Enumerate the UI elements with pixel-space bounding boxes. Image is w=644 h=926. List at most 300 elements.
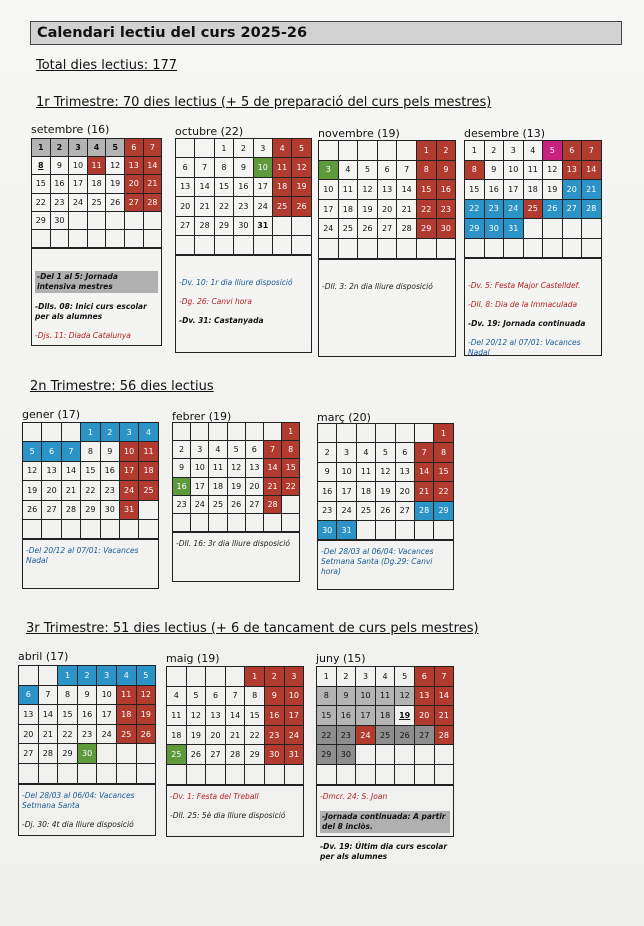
day-cell: 6 [415,667,435,687]
day-cell [69,212,88,230]
day-cell: 21 [39,725,59,745]
day-cell: 14 [582,161,602,181]
day-cell [137,764,157,784]
day-cell: 16 [234,178,253,197]
day-cell [62,520,81,539]
day-cell [563,219,583,239]
day-cell: 5 [187,687,207,707]
day-cell: 19 [23,481,42,500]
day-cell: 26 [187,745,207,765]
day-cell: 23 [437,200,457,220]
day-cell: 28 [62,501,81,520]
day-cell: 8 [465,161,485,181]
day-cell: 15 [282,459,300,477]
day-cell [543,219,563,239]
day-cell: 3 [69,139,88,157]
day-cell: 10 [285,687,305,707]
day-cell: 19 [376,482,395,501]
day-cell [187,765,207,785]
day-cell: 18 [357,482,376,501]
day-cell: 16 [78,705,98,725]
day-cell: 12 [358,180,378,200]
day-cell: 24 [97,725,117,745]
day-cell [543,239,563,259]
day-cell [582,239,602,259]
day-cell: 27 [19,744,39,764]
day-cell: 1 [434,424,453,443]
day-cell: 4 [139,423,158,442]
day-cell: 12 [187,706,207,726]
day-cell: 16 [485,180,505,200]
day-cell: 17 [69,175,88,193]
day-cell [228,423,246,441]
day-cell: 15 [417,180,437,200]
calendar-note: -Del 20/12 al 07/01: Vacances Nadal [26,546,139,566]
day-cell [167,667,187,687]
day-cell: 13 [19,705,39,725]
day-cell [78,764,98,784]
day-cell: 29 [58,744,78,764]
day-cell: 18 [139,462,158,481]
day-cell: 14 [226,706,246,726]
day-cell: 11 [88,157,107,175]
day-cell [563,239,583,259]
day-cell [356,745,376,765]
day-cell: 24 [120,481,139,500]
day-cell: 10 [319,180,339,200]
month-grid [166,666,304,785]
day-cell: 18 [88,175,107,193]
day-cell [504,239,524,259]
month-title: maig (19) [166,652,220,665]
day-cell: 23 [101,481,120,500]
day-cell [39,666,59,686]
day-cell [339,141,359,161]
day-cell: 30 [78,744,98,764]
day-cell: 21 [226,726,246,746]
day-cell [39,764,59,784]
calendar-note: -Del 1 al 5: Jornada intensiva mestres [35,271,158,293]
calendar-note: -Del 28/03 al 06/04: Vacances Setmana Santa (Dg.29: Canvi hora) [321,547,434,577]
day-cell [356,765,376,785]
day-cell [246,514,264,532]
day-cell [357,521,376,540]
day-cell: 5 [106,139,125,157]
calendar-note: -Dv. 19: Jornada continuada [468,319,586,328]
calendar-note: -Dll. 25: 5è dia lliure disposició [170,810,286,820]
day-cell [88,230,107,248]
day-cell: 2 [78,666,98,686]
day-cell: 30 [234,217,253,236]
day-cell [485,239,505,259]
day-cell: 28 [226,745,246,765]
month-grid [175,138,312,255]
day-cell: 14 [397,180,417,200]
day-cell: 7 [397,161,417,181]
day-cell: 7 [39,686,59,706]
day-cell [319,141,339,161]
day-cell [339,239,359,259]
day-cell: 15 [215,178,234,197]
month-notes [166,785,304,837]
day-cell: 20 [125,175,144,193]
day-cell [209,514,227,532]
day-cell: 10 [120,442,139,461]
day-cell: 17 [285,706,305,726]
day-cell [524,239,544,259]
day-cell [397,141,417,161]
day-cell: 6 [176,158,195,177]
month-title: desembre (13) [464,127,546,140]
day-cell: 25 [167,745,187,765]
day-cell [396,424,415,443]
day-cell: 2 [318,443,337,462]
day-cell: 30 [318,521,337,540]
day-cell: 10 [254,158,273,177]
day-cell: 23 [234,197,253,216]
day-cell: 17 [319,200,339,220]
day-cell: 2 [51,139,70,157]
day-cell [19,764,39,784]
day-cell: 4 [339,161,359,181]
day-cell [125,212,144,230]
day-cell: 7 [144,139,163,157]
day-cell: 30 [51,212,70,230]
calendar-note: -Dll. 16: 3r dia lliure disposició [176,539,290,549]
day-cell: 23 [173,496,191,514]
month-grid [317,423,454,540]
day-cell: 13 [125,157,144,175]
month-title: setembre (16) [31,123,110,136]
day-cell: 15 [434,463,453,482]
day-cell: 22 [215,197,234,216]
day-cell: 15 [465,180,485,200]
day-cell: 21 [435,706,455,726]
day-cell: 26 [228,496,246,514]
day-cell: 29 [417,219,437,239]
day-cell: 10 [504,161,524,181]
day-cell: 7 [415,443,434,462]
day-cell [195,139,214,158]
day-cell: 12 [395,687,415,707]
day-cell [125,230,144,248]
day-cell: 10 [191,459,209,477]
day-cell [42,423,61,442]
day-cell: 30 [337,745,357,765]
day-cell: 2 [265,667,285,687]
day-cell: 5 [376,443,395,462]
day-cell: 10 [337,463,356,482]
trimester-3-heading: 3r Trimestre: 51 dies lectius (+ 6 de tancament de curs pels mestres) [26,621,479,636]
day-cell [106,230,125,248]
day-cell: 24 [285,726,305,746]
day-cell: 16 [337,706,357,726]
day-cell: 21 [582,180,602,200]
day-cell: 9 [265,687,285,707]
day-cell: 6 [396,443,415,462]
month-title: octubre (22) [175,125,244,138]
day-cell [357,424,376,443]
day-cell: 25 [88,194,107,212]
calendar-note: -Dv. 31: Castanyada [179,316,264,326]
calendar-note: -Dg. 26: Canvi hora [179,297,252,307]
calendar-note: -Dlls. 08: Inici curs escolar per als alumnes [35,302,147,322]
month-grid [464,140,602,258]
calendar-note: -Del 20/12 al 07/01: Vacances Nadal [468,338,581,357]
day-cell [137,744,157,764]
day-cell: 11 [357,463,376,482]
day-cell: 13 [563,161,583,181]
day-cell [176,236,195,255]
page-title: Calendari lectiu del curs 2025-26 [30,21,622,45]
day-cell: 18 [117,705,137,725]
day-cell: 27 [378,219,398,239]
day-cell: 20 [378,200,398,220]
month-notes [175,255,312,353]
day-cell: 5 [137,666,157,686]
day-cell: 1 [32,139,51,157]
day-cell: 25 [139,481,158,500]
day-cell: 5 [395,667,415,687]
day-cell: 1 [465,141,485,161]
day-cell [88,212,107,230]
day-cell: 5 [543,141,563,161]
day-cell: 1 [58,666,78,686]
day-cell: 10 [69,157,88,175]
day-cell [396,521,415,540]
day-cell: 1 [417,141,437,161]
calendar-note: -Dj. 30: 4t dia lliure disposició [22,819,134,829]
day-cell [144,212,163,230]
month-grid [18,665,156,784]
day-cell: 9 [173,459,191,477]
day-cell: 20 [19,725,39,745]
day-cell: 2 [234,139,253,158]
day-cell: 11 [273,158,292,177]
day-cell: 8 [317,687,337,707]
day-cell: 11 [339,180,359,200]
day-cell: 6 [378,161,398,181]
day-cell: 10 [356,687,376,707]
day-cell: 8 [215,158,234,177]
day-cell: 21 [144,175,163,193]
day-cell: 27 [246,496,264,514]
day-cell: 20 [42,481,61,500]
day-cell: 21 [415,482,434,501]
day-cell: 16 [318,482,337,501]
day-cell: 20 [176,197,195,216]
day-cell: 22 [81,481,100,500]
trimester-2-heading: 2n Trimestre: 56 dies lectius [30,379,214,394]
day-cell: 14 [264,459,282,477]
day-cell: 7 [226,687,246,707]
day-cell: 25 [117,725,137,745]
day-cell: 13 [176,178,195,197]
day-cell: 8 [32,157,51,175]
day-cell [397,239,417,259]
month-title: juny (15) [316,652,366,665]
day-cell [265,765,285,785]
day-cell: 2 [101,423,120,442]
day-cell: 18 [376,706,396,726]
day-cell [58,764,78,784]
day-cell [319,239,339,259]
day-cell: 19 [106,175,125,193]
day-cell: 24 [504,200,524,220]
day-cell: 4 [117,666,137,686]
day-cell [23,423,42,442]
month-notes [317,540,454,590]
day-cell: 20 [396,482,415,501]
day-cell [582,219,602,239]
total-days: Total dies lectius: 177 [36,58,178,73]
day-cell: 18 [524,180,544,200]
month-notes [172,532,300,582]
day-cell: 28 [264,496,282,514]
day-cell: 9 [234,158,253,177]
day-cell: 14 [415,463,434,482]
day-cell: 11 [167,706,187,726]
day-cell: 22 [58,725,78,745]
day-cell: 29 [317,745,337,765]
day-cell: 30 [265,745,285,765]
calendar-note: -Dll. 3: 2n dia lliure disposició [322,281,433,291]
day-cell [101,520,120,539]
day-cell: 24 [191,496,209,514]
day-cell: 25 [339,219,359,239]
day-cell: 17 [191,478,209,496]
day-cell: 3 [285,667,305,687]
day-cell: 24 [356,726,376,746]
day-cell [337,765,357,785]
day-cell: 9 [318,463,337,482]
month-notes [464,258,602,356]
calendar-note: -Dll. 8: Dia de la Immaculada [468,300,578,309]
day-cell: 3 [97,666,117,686]
day-cell [292,217,311,236]
day-cell: 24 [319,219,339,239]
month-title: gener (17) [22,408,81,421]
day-cell: 6 [206,687,226,707]
day-cell: 5 [292,139,311,158]
day-cell [273,236,292,255]
day-cell: 3 [504,141,524,161]
day-cell: 12 [292,158,311,177]
month-notes [318,259,456,357]
day-cell: 28 [582,200,602,220]
day-cell: 11 [139,442,158,461]
day-cell: 17 [356,706,376,726]
day-cell [42,520,61,539]
day-cell: 11 [117,686,137,706]
day-cell: 7 [582,141,602,161]
day-cell: 29 [434,502,453,521]
day-cell: 13 [415,687,435,707]
trimester-1-heading: 1r Trimestre: 70 dies lectius (+ 5 de preparació del curs pels mestres) [36,95,492,110]
day-cell [273,217,292,236]
day-cell [395,745,415,765]
day-cell: 26 [543,200,563,220]
day-cell: 6 [42,442,61,461]
calendar-note: -Dmcr. 24: S. Joan [320,791,388,801]
day-cell: 9 [437,161,457,181]
day-cell [378,141,398,161]
day-cell [206,765,226,785]
day-cell: 14 [39,705,59,725]
day-cell: 13 [378,180,398,200]
day-cell [415,521,434,540]
day-cell: 28 [415,502,434,521]
day-cell: 9 [78,686,98,706]
day-cell: 19 [187,726,207,746]
day-cell: 28 [195,217,214,236]
day-cell: 17 [120,462,139,481]
day-cell [187,667,207,687]
day-cell: 7 [195,158,214,177]
day-cell: 3 [191,441,209,459]
month-notes [316,785,454,861]
calendar-note: -Dv. 1: Festa del Treball [170,791,259,801]
day-cell [228,514,246,532]
day-cell [206,667,226,687]
day-cell: 15 [317,706,337,726]
day-cell: 25 [273,197,292,216]
day-cell: 4 [273,139,292,158]
day-cell: 15 [32,175,51,193]
day-cell [226,765,246,785]
day-cell: 7 [435,667,455,687]
day-cell [226,667,246,687]
day-cell: 15 [245,706,265,726]
day-cell [97,744,117,764]
day-cell: 26 [106,194,125,212]
day-cell: 22 [282,478,300,496]
day-cell: 7 [62,442,81,461]
calendar-note: -Dv. 19: Últim dia curs escolar per als alumnes [320,841,448,861]
day-cell: 29 [245,745,265,765]
day-cell: 3 [319,161,339,181]
day-cell [292,236,311,255]
day-cell [417,239,437,259]
day-cell [415,745,435,765]
day-cell [97,764,117,784]
day-cell: 2 [437,141,457,161]
day-cell: 27 [206,745,226,765]
day-cell: 30 [437,219,457,239]
day-cell [191,514,209,532]
day-cell: 12 [228,459,246,477]
day-cell: 20 [246,478,264,496]
day-cell [234,236,253,255]
day-cell: 11 [376,687,396,707]
day-cell [173,514,191,532]
day-cell: 14 [62,462,81,481]
day-cell: 21 [195,197,214,216]
day-cell: 12 [106,157,125,175]
day-cell: 1 [215,139,234,158]
day-cell: 11 [209,459,227,477]
day-cell: 5 [358,161,378,181]
day-cell: 22 [32,194,51,212]
day-cell: 12 [137,686,157,706]
day-cell: 9 [485,161,505,181]
day-cell [209,423,227,441]
day-cell: 16 [265,706,285,726]
day-cell: 1 [245,667,265,687]
day-cell: 22 [417,200,437,220]
day-cell: 3 [254,139,273,158]
day-cell [245,765,265,785]
